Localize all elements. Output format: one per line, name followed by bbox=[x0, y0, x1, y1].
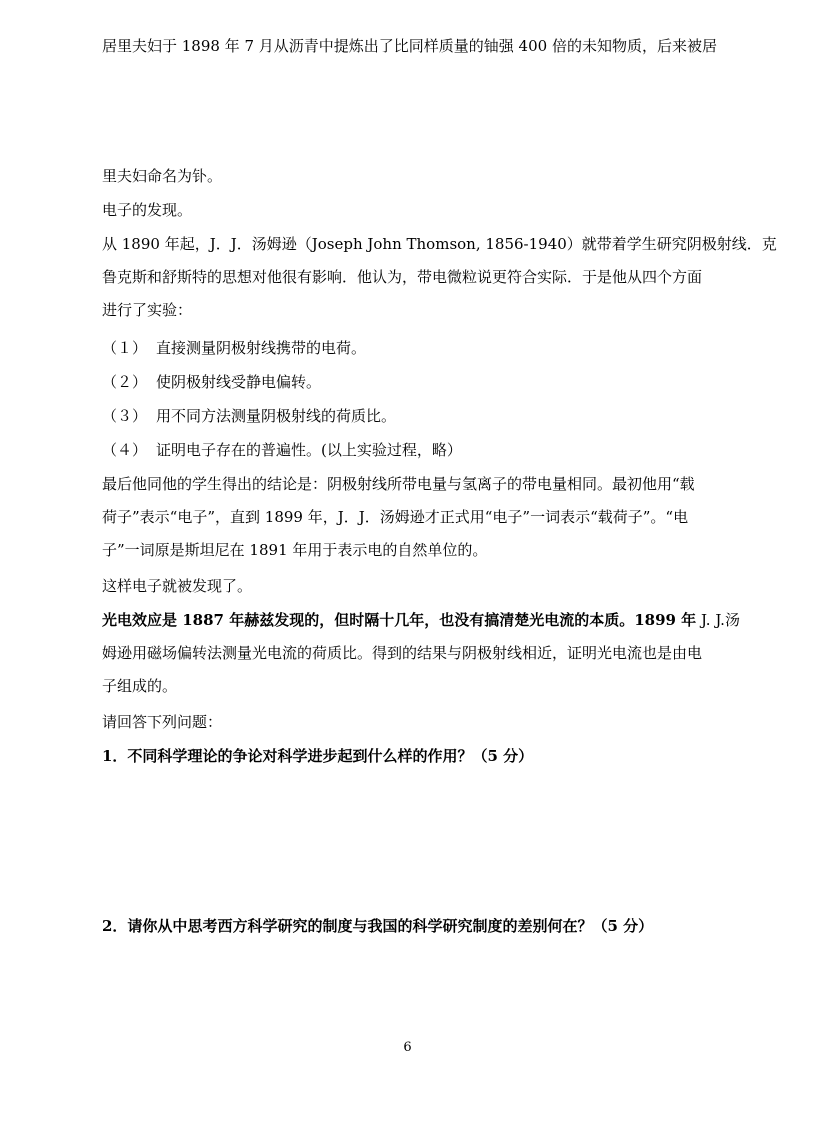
electron-discovered-line: 这样电子就被发现了。 bbox=[102, 577, 253, 595]
question-2: 2．请你从中思考西方科学研究的制度与我国的科学研究制度的差别何在？（5 分） bbox=[102, 917, 654, 935]
paragraph-line: 进行了实验： bbox=[102, 301, 193, 319]
bold-statement: 光电效应是 1887 年赫兹发现的，但时隔十几年，也没有搞清楚光电流的本质。1899 年 bbox=[102, 611, 697, 629]
section-title: 电子的发现。 bbox=[102, 201, 193, 219]
paragraph-line: 荷子”表示“电子”，直到 1899 年，J．J．汤姆逊才正式用“电子”一词表示“载荷子”。“电 bbox=[102, 508, 689, 526]
paragraph-line: 从 1890 年起，J．J．汤姆逊（Joseph John Thomson, 1856-1940）就带着学生研究阴极射线．克 bbox=[102, 235, 777, 253]
paragraph-line: 鲁克斯和舒斯特的思想对他很有影响．他认为，带电微粒说更符合实际．于是他从四个方面 bbox=[102, 268, 703, 286]
thomson-paragraph bbox=[102, 234, 777, 333]
photoelectric-paragraph bbox=[102, 610, 740, 709]
conclusion-paragraph bbox=[102, 474, 714, 573]
paragraph-line bbox=[102, 610, 740, 643]
experiment-number: （４） bbox=[102, 441, 148, 459]
paragraph-line: 子组成的。 bbox=[102, 677, 178, 695]
paragraph-line: 子”一词原是斯坦尼在 1891 年用于表示电的自然单位的。 bbox=[102, 541, 488, 559]
experiment-number: （２） bbox=[102, 373, 148, 391]
experiment-text: 直接测量阴极射线携带的电荷。 bbox=[156, 339, 367, 357]
experiment-text: 证明电子存在的普遍性。(以上实验过程，略） bbox=[156, 441, 462, 459]
paragraph-line: 最后他同他的学生得出的结论是：阴极射线所带电量与氢离子的带电量相同。最初他用“载 bbox=[102, 475, 695, 493]
experiment-item bbox=[102, 372, 321, 392]
questions-prompt: 请回答下列问题： bbox=[102, 713, 223, 731]
curie-text-line: 居里夫妇于 1898 年 7 月从沥青中提炼出了比同样质量的铀强 400 倍的未知物质，后来被居 bbox=[102, 37, 717, 55]
experiment-item bbox=[102, 406, 396, 426]
experiment-text: 用不同方法测量阴极射线的荷质比。 bbox=[156, 407, 397, 425]
experiment-number: （３） bbox=[102, 407, 148, 425]
experiment-text: 使阴极射线受静电偏转。 bbox=[156, 373, 322, 391]
statement-rest: J. J.汤 bbox=[696, 611, 740, 629]
paragraph-line: 姆逊用磁场偏转法测量光电流的荷质比。得到的结果与阴极射线相近，证明光电流也是由电 bbox=[102, 644, 703, 662]
experiment-item bbox=[102, 440, 462, 460]
experiment-item bbox=[102, 338, 366, 358]
experiment-number: （１） bbox=[102, 339, 148, 357]
polonium-text-line: 里夫妇命名为钋。 bbox=[102, 167, 223, 185]
page-number: 6 bbox=[403, 1040, 412, 1055]
question-1: 1．不同科学理论的争论对科学进步起到什么样的作用？（5 分） bbox=[102, 747, 534, 765]
